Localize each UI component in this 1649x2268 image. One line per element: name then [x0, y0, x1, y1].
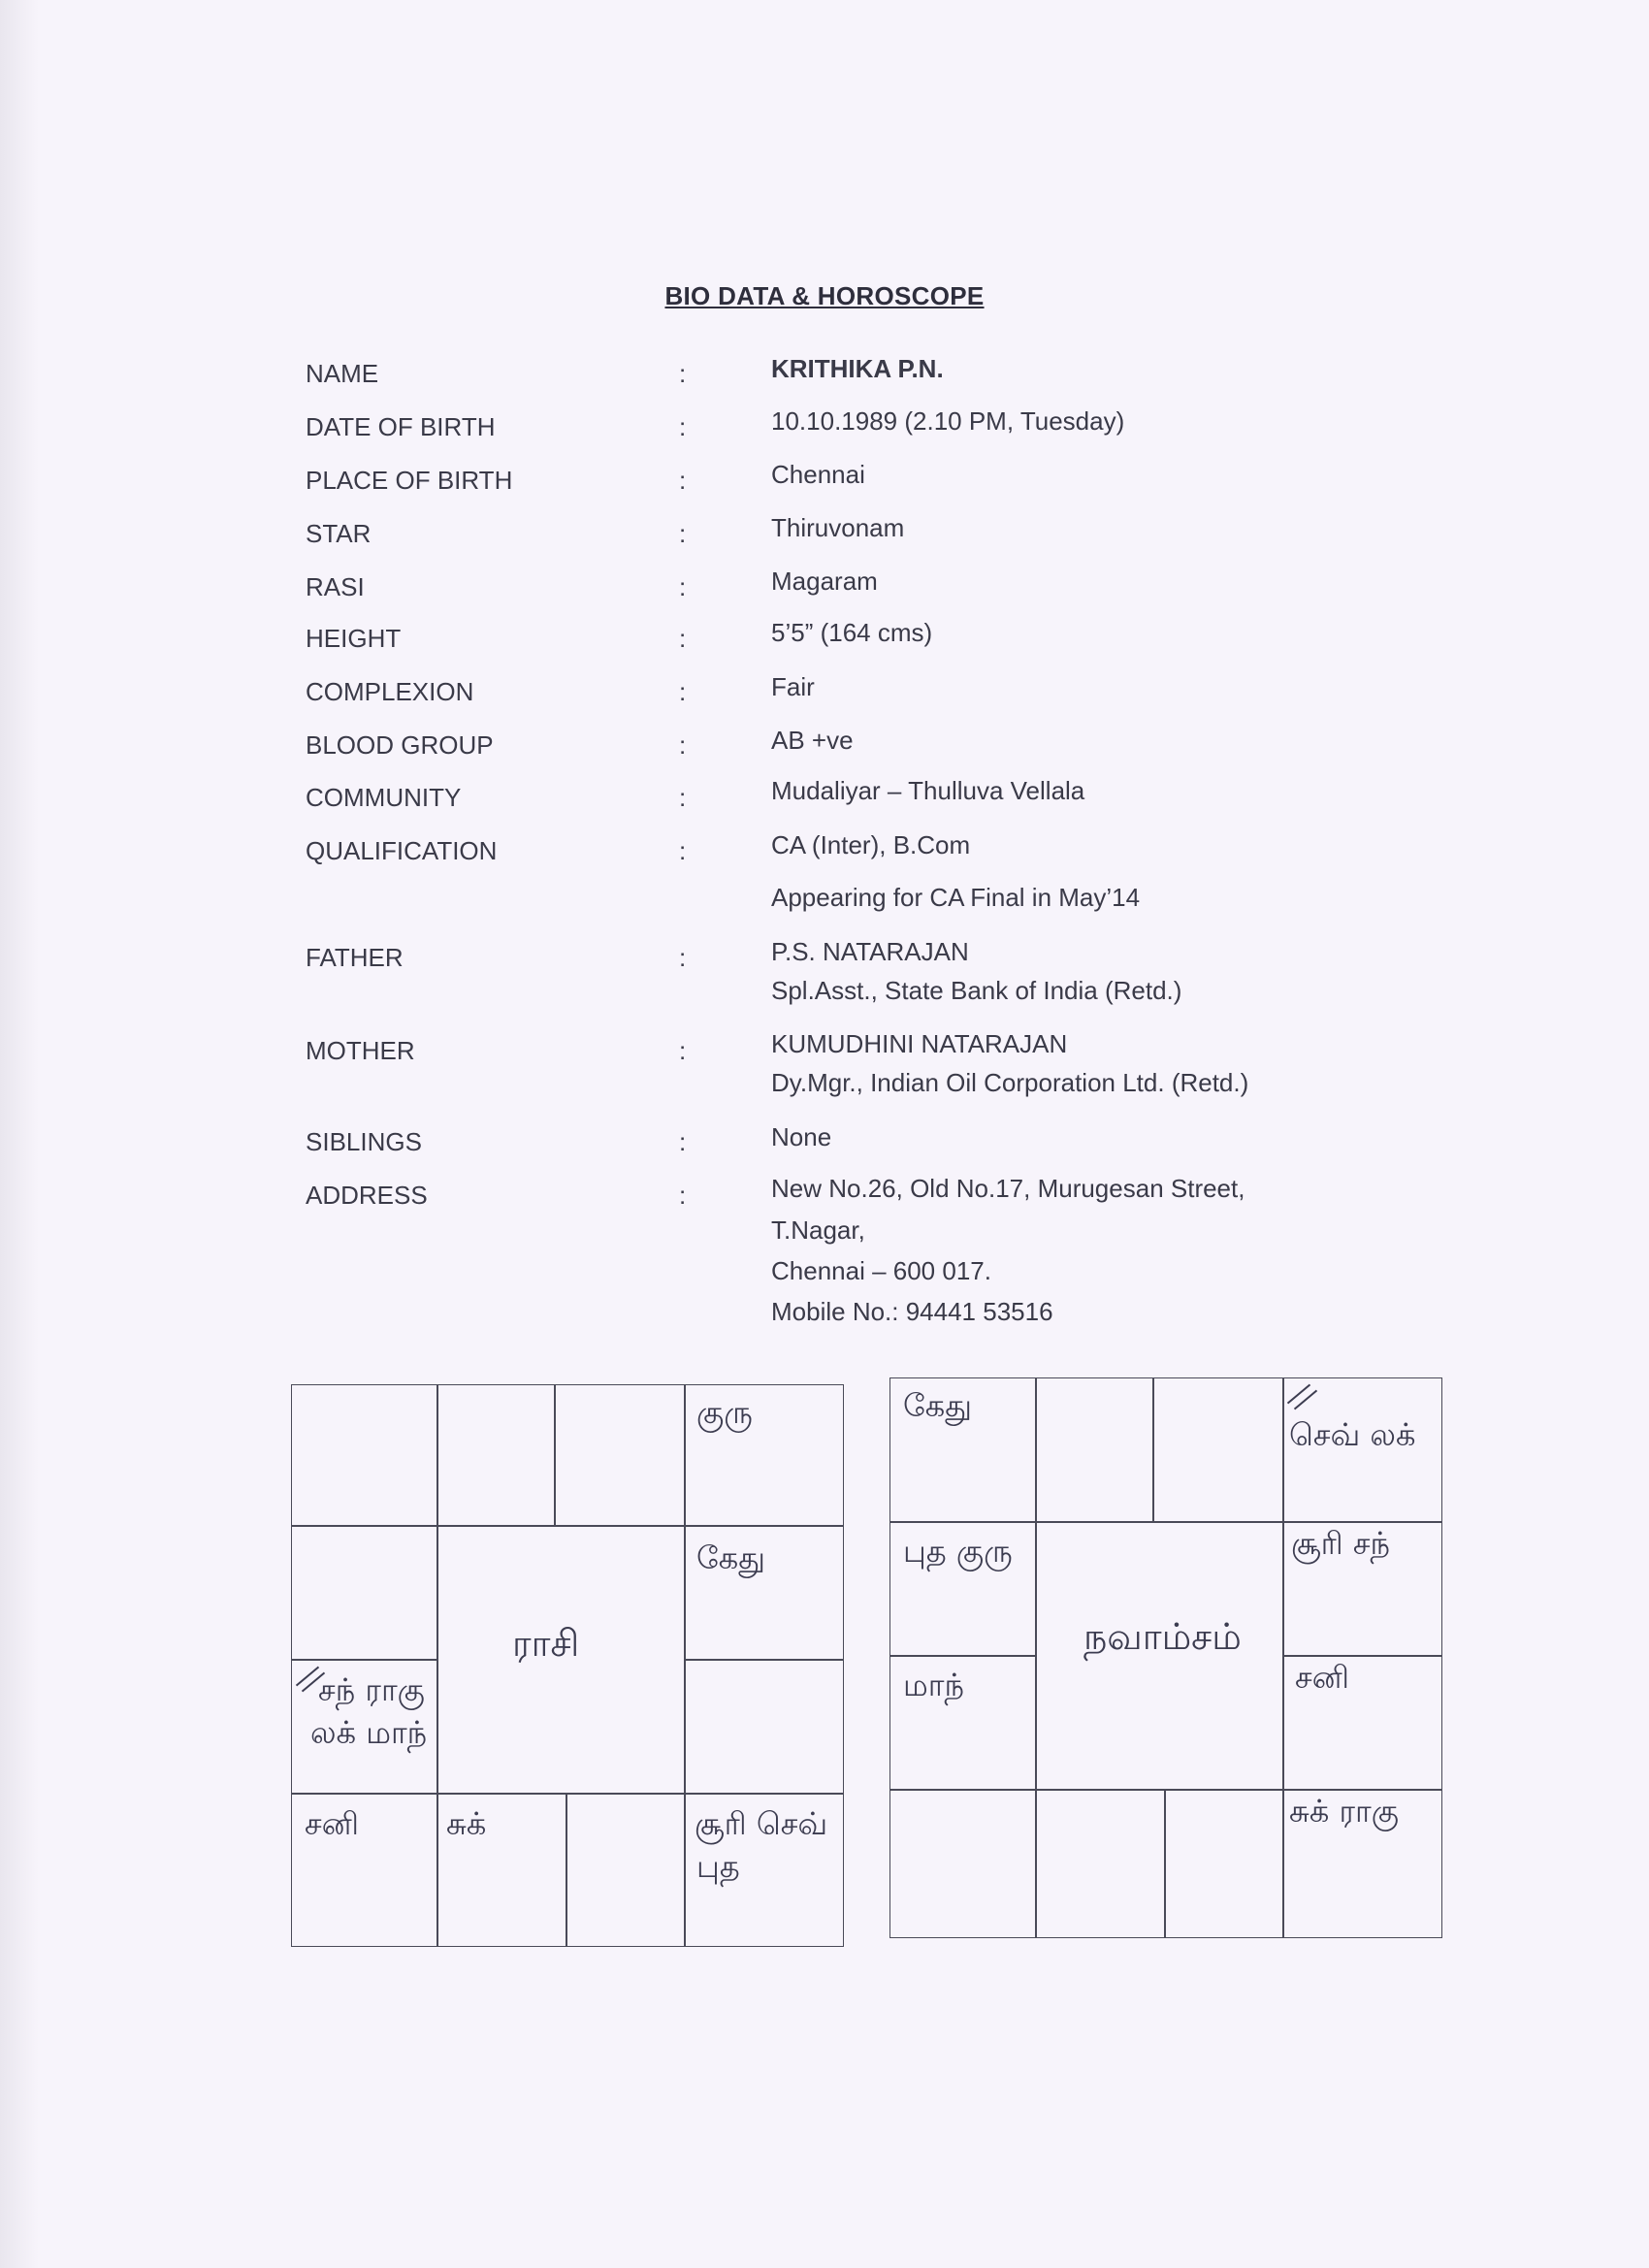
value-mobile: Mobile No.: 94441 53516 — [771, 1297, 1053, 1326]
navamsa-house-8 — [1035, 1789, 1166, 1938]
navamsa-bottom-right-planets: சுக் ராகு — [1289, 1793, 1400, 1830]
colon: : — [679, 1181, 687, 1210]
rasi-right-upper-planets: கேது — [696, 1539, 765, 1576]
label-dob: DATE OF BIRTH — [306, 412, 496, 441]
rasi-center-label: ராசி — [512, 1622, 580, 1665]
label-complexion: COMPLEXION — [306, 677, 474, 706]
navamsa-chart — [889, 1377, 1442, 1938]
label-mother: MOTHER — [306, 1036, 415, 1065]
value-mother-occupation: Dy.Mgr., Indian Oil Corporation Ltd. (Retd.) — [771, 1068, 1249, 1097]
navamsa-top-right-planets: செவ் லக் — [1289, 1416, 1416, 1453]
rasi-house-2 — [554, 1384, 686, 1527]
navamsa-right-lower-planets: சனி — [1295, 1659, 1349, 1696]
colon: : — [679, 466, 687, 495]
colon: : — [679, 359, 687, 388]
navamsa-house-2 — [1152, 1377, 1284, 1523]
value-community: Mudaliyar – Thulluva Vellala — [771, 776, 1085, 805]
value-father: P.S. NATARAJAN — [771, 937, 969, 966]
value-height: 5’5” (164 cms) — [771, 618, 933, 647]
colon: : — [679, 1127, 687, 1156]
rasi-house-11 — [291, 1525, 438, 1661]
rasi-chart — [291, 1384, 844, 1947]
value-blood-group: AB +ve — [771, 726, 854, 755]
navamsa-center-label: நவாம்சம் — [1083, 1615, 1242, 1658]
value-place: Chennai — [771, 460, 865, 489]
navamsa-left-lower-planets: மாந் — [903, 1667, 964, 1703]
value-qualification-note: Appearing for CA Final in May’14 — [771, 883, 1141, 912]
value-address-line2: T.Nagar, — [771, 1215, 865, 1245]
navamsa-top-left-planets: கேது — [903, 1387, 972, 1424]
label-height: HEIGHT — [306, 624, 402, 653]
label-blood-group: BLOOD GROUP — [306, 730, 494, 760]
value-name: KRITHIKA P.N. — [771, 354, 944, 383]
value-dob: 10.10.1989 (2.10 PM, Tuesday) — [771, 406, 1125, 436]
rasi-bottom-2-planets: சுக் — [446, 1805, 487, 1842]
colon: : — [679, 519, 687, 548]
colon: : — [679, 730, 687, 760]
navamsa-right-upper-planets: சூரி சந் — [1291, 1525, 1391, 1562]
value-address-line1: New No.26, Old No.17, Murugesan Street, — [771, 1174, 1245, 1203]
label-place: PLACE OF BIRTH — [306, 466, 513, 495]
navamsa-house-1 — [1035, 1377, 1154, 1523]
value-complexion: Fair — [771, 672, 815, 701]
value-qualification: CA (Inter), B.Com — [771, 830, 971, 859]
colon: : — [679, 572, 687, 601]
rasi-house-1 — [436, 1384, 556, 1527]
colon: : — [679, 783, 687, 812]
colon: : — [679, 677, 687, 706]
document-title: BIO DATA & HOROSCOPE — [664, 281, 985, 310]
value-mother: KUMUDHINI NATARAJAN — [771, 1029, 1068, 1058]
value-rasi: Magaram — [771, 567, 878, 596]
colon: : — [679, 1036, 687, 1065]
page-edge — [0, 0, 39, 2268]
rasi-bottom-right-planets-1: சூரி செவ் — [695, 1805, 828, 1842]
value-father-occupation: Spl.Asst., State Bank of India (Retd.) — [771, 976, 1182, 1005]
colon: : — [679, 836, 687, 865]
label-name: NAME — [306, 359, 379, 388]
rasi-left-lower-planets-1: சந் ராகு — [318, 1671, 425, 1708]
colon: : — [679, 624, 687, 653]
rasi-house-12 — [291, 1384, 438, 1527]
rasi-house-7 — [566, 1793, 686, 1947]
label-address: ADDRESS — [306, 1181, 428, 1210]
label-siblings: SIBLINGS — [306, 1127, 422, 1156]
navamsa-house-7 — [1164, 1789, 1284, 1938]
rasi-bottom-right-planets-2: புத — [696, 1848, 740, 1885]
rasi-bottom-left-planets: சனி — [305, 1805, 359, 1842]
value-star: Thiruvonam — [771, 513, 905, 542]
rasi-left-lower-planets-2: லக் மாந் — [310, 1714, 428, 1751]
value-siblings: None — [771, 1122, 832, 1151]
colon: : — [679, 412, 687, 441]
label-community: COMMUNITY — [306, 783, 462, 812]
rasi-house-5 — [684, 1659, 844, 1795]
navamsa-house-9 — [889, 1789, 1037, 1938]
navamsa-left-upper-planets: புத குரு — [903, 1533, 1013, 1570]
colon: : — [679, 943, 687, 972]
label-star: STAR — [306, 519, 372, 548]
label-rasi: RASI — [306, 572, 365, 601]
label-father: FATHER — [306, 943, 404, 972]
label-qualification: QUALIFICATION — [306, 836, 498, 865]
value-address-line3: Chennai – 600 017. — [771, 1256, 991, 1285]
rasi-top-right-planets: குரு — [696, 1394, 753, 1431]
